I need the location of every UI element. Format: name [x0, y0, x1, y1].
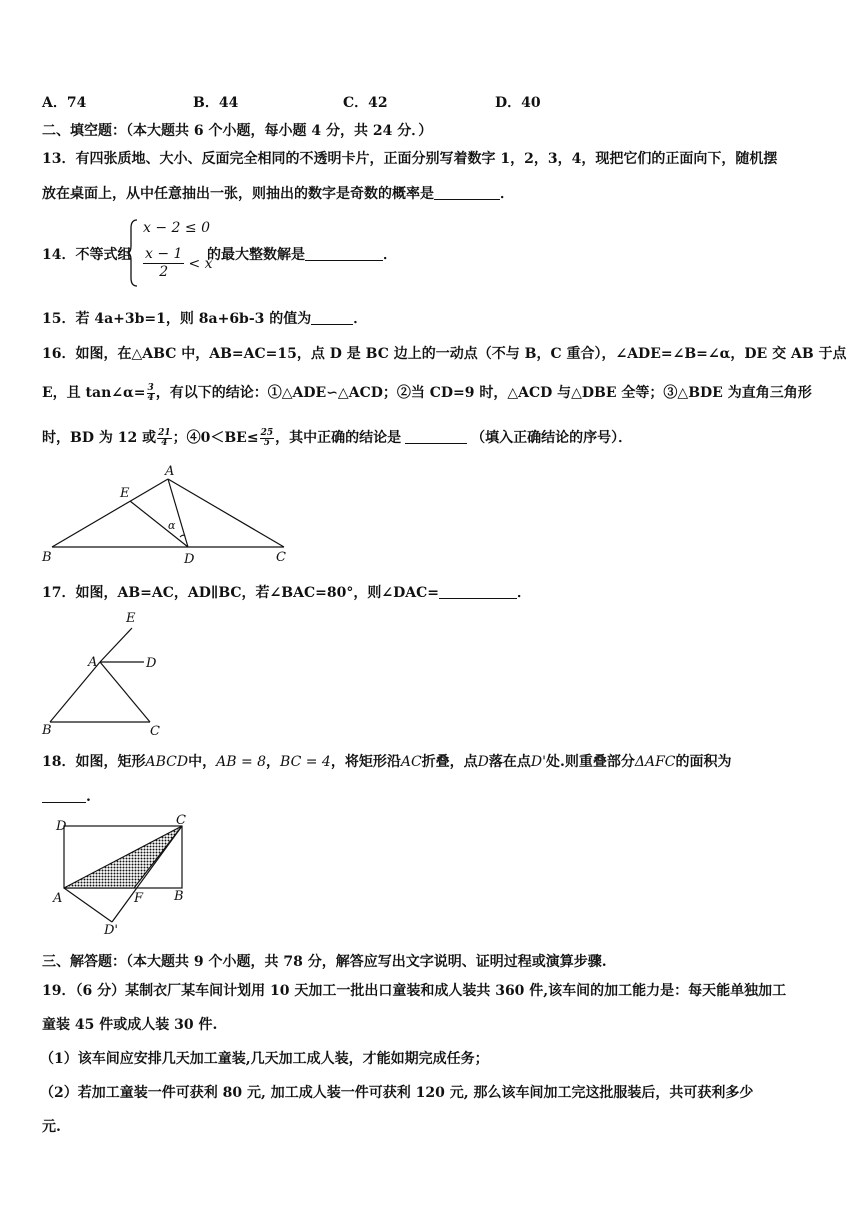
q18-text-a: 18．如图，矩形 [42, 754, 146, 770]
q14-suffix-line [207, 244, 397, 264]
q14-brace [127, 218, 139, 288]
label-d: D [56, 819, 67, 834]
q19-line1: 19．（6 分）某制衣厂某车间计划用 10 天加工一批出口童装和成人装共 360 件,该车间的加工能力是：每天能单独加工 [42, 983, 787, 999]
q13-end: ． [500, 186, 514, 202]
q14-prefix: 14．不等式组 [42, 247, 132, 263]
q14-ineq2 [143, 246, 213, 281]
label-a: A [88, 655, 98, 670]
q18-bc: BC = 4 [280, 754, 331, 770]
q15-end: ． [353, 311, 368, 327]
q18-answer-blank [42, 788, 86, 803]
q18-line1 [42, 751, 732, 771]
label-e: E [120, 486, 130, 501]
q14-ineq2-den: 2 [159, 264, 169, 280]
q18-text-d: 折叠，点 [421, 754, 478, 770]
q18-text-e: 落在点 [488, 754, 531, 770]
label-d: D [146, 656, 157, 671]
q13-line1: 13．有四张质地、大小、反面完全相同的不透明卡片，正面分别写着数字 1，2，3，4，现把它们的正面向下，随机摆 [42, 151, 778, 167]
q16-answer-blank [405, 429, 467, 444]
q18-afc: ΔAFC [634, 754, 676, 770]
bd-den: 4 [161, 437, 168, 448]
label-b: B [42, 550, 52, 565]
q17-line [42, 582, 531, 602]
q18-d: D [477, 754, 489, 770]
q15-answer-blank [311, 310, 353, 325]
section3-header: 三、解答题：（本大题共 9 个小题，共 78 分，解答应写出文字说明、证明过程或演算步骤. [42, 954, 607, 970]
q19-sub1: （1）该车间应安排几天加工童装,几天加工成人装，才能如期完成任务； [40, 1051, 489, 1067]
option-b: B．44 [193, 95, 239, 111]
q19-sub2-end: 元. [42, 1119, 61, 1135]
tan-num: 3 [147, 382, 154, 393]
label-b: B [42, 723, 52, 738]
q18-end: . [86, 789, 91, 805]
q14-ineq2-rhs: < x [188, 255, 213, 272]
line-ab [50, 662, 100, 722]
q18-sep: ， [266, 754, 281, 770]
line-ba [52, 479, 168, 547]
q16-line2-b: ，有以下的结论：①△ADE∽△ACD；②当 CD=9 时，△ACD 与△DBE 全等；③△BDE 为直角三角形 [155, 385, 812, 401]
q14-answer-blank [305, 246, 383, 261]
label-a: A [165, 464, 175, 479]
q14-ineq2-num: x − 1 [145, 246, 183, 262]
q18-dprime: D' [530, 754, 546, 770]
label-c: C [276, 550, 286, 565]
q13-text: 放在桌面上，从中任意抽出一张，则抽出的数字是奇数的概率是 [42, 186, 434, 202]
line-de [130, 501, 188, 547]
label-c: C [176, 813, 186, 828]
label-dprime: D' [104, 923, 118, 938]
triangle-afc-shaded [64, 826, 182, 888]
option-c: C．42 [343, 95, 388, 111]
q18-text-g: 的面积为 [675, 754, 732, 770]
q18-text-c: ，将矩形沿 [330, 754, 401, 770]
q18-abcd: ABCD [145, 754, 189, 770]
q13-answer-blank [434, 185, 500, 200]
q14-end: ． [383, 247, 397, 263]
q14-suffix: 的最大整数解是 [207, 247, 305, 263]
option-d: D．40 [495, 95, 541, 111]
q14-ineq1: x − 2 ≤ 0 [143, 220, 210, 236]
bd-fraction [157, 429, 172, 448]
q13-line2 [42, 183, 514, 203]
q16-line3-c: ，其中正确的结论是 [275, 430, 402, 446]
label-e: E [126, 611, 136, 626]
q18-text-f: 处.则重叠部分 [545, 754, 635, 770]
q17-text: 17．如图，AB=AC，AD∥BC，若∠BAC=80°，则∠DAC= [42, 585, 439, 601]
q16-line3-a: 时，BD 为 12 或 [42, 430, 157, 446]
q18-ab: AB = 8 [216, 754, 267, 770]
label-d: D [184, 552, 195, 567]
option-a: A．74 [42, 95, 87, 111]
q15-text: 15．若 4a+3b=1，则 8a+6b-3 的值为 [42, 311, 312, 327]
q16-line2-a: E，且 tan∠α= [42, 385, 146, 401]
q16-line2 [42, 382, 812, 403]
q18-line2 [42, 788, 91, 805]
label-alpha: α [168, 519, 176, 532]
q19-line2: 童装 45 件或成人装 30 件. [42, 1017, 218, 1033]
q16-line3-b: ；④0＜BE≤ [172, 430, 259, 446]
line-ac [100, 662, 150, 722]
q15-line [42, 308, 367, 328]
q18-figure [50, 812, 200, 936]
q16-line1: 16．如图，在△ABC 中，AB=AC=15，点 D 是 BC 边上的一动点（不与 B，C 重合），∠ADE=∠B=∠α，DE 交 AB 于点 [42, 346, 847, 362]
be-den: 5 [263, 437, 270, 448]
label-c: C [150, 724, 160, 739]
be-num: 25 [260, 427, 274, 438]
line-ae [100, 628, 132, 662]
label-b: B [174, 889, 184, 904]
q16-line3 [42, 427, 632, 448]
be-fraction [260, 429, 275, 448]
q18-text-b: 中， [188, 754, 217, 770]
bd-num: 21 [158, 427, 171, 438]
tan-den: 4 [147, 392, 154, 403]
q17-end: ． [516, 585, 531, 601]
section2-header: 二、填空题：（本大题共 6 个小题，每小题 4 分，共 24 分．） [42, 123, 433, 139]
q17-answer-blank [439, 584, 517, 599]
q18-ac: AC [400, 754, 422, 770]
label-a: A [53, 891, 63, 906]
q16-line3-d: （填入正确结论的序号）． [471, 430, 633, 446]
q17-figure [40, 608, 170, 738]
label-f: F [134, 891, 144, 906]
line-a-dprime [64, 888, 112, 922]
tan-fraction [147, 384, 155, 403]
q16-figure [40, 463, 300, 571]
q19-sub2: （2）若加工童装一件可获利 80 元, 加工成人装一件可获利 120 元, 那么该车间加工完这批服装后，共可获利多少 [40, 1085, 754, 1101]
